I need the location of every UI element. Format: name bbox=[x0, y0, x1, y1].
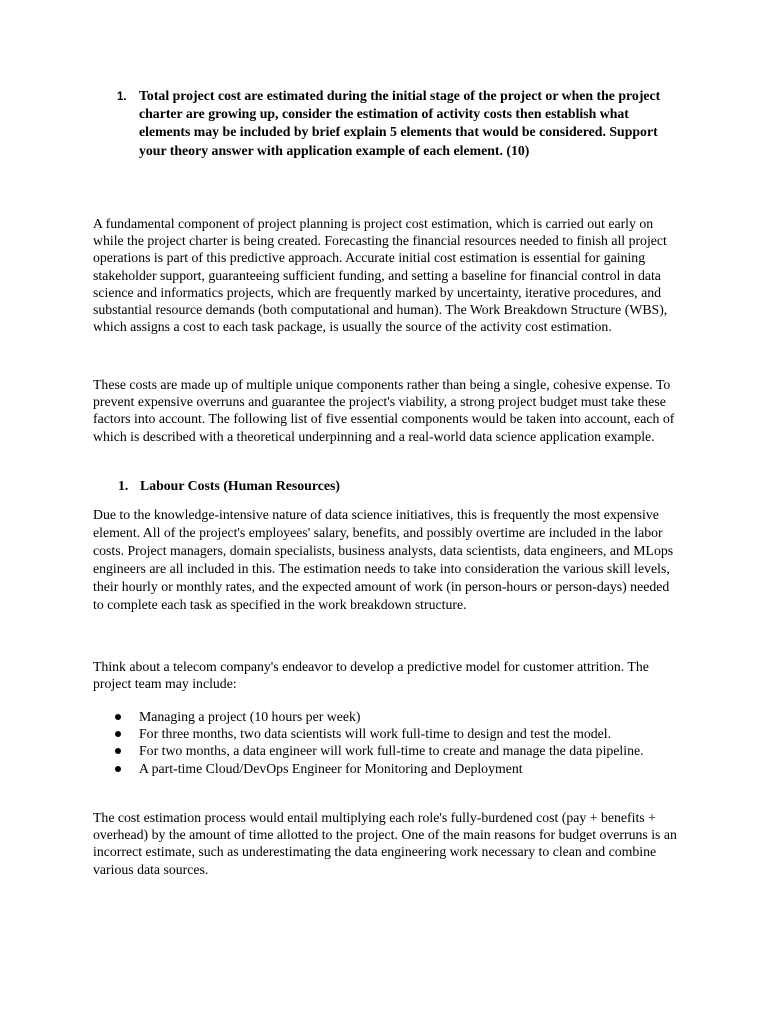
list-item bbox=[93, 760, 679, 777]
list-item-text: Managing a project (10 hours per week) bbox=[139, 709, 361, 724]
list-item bbox=[93, 708, 679, 725]
intro-paragraph: A fundamental component of project planning is project cost estimation, which is carried out early on while the project charter is being created. Forecasting the financial resources needed to finish all project operations is part of this predictive approach. Accurate initial cost estimation is essential for gaining stakeholder support, guaranteeing sufficient funding, and setting a baseline for financial control in data science and informatics projects, which are frequently marked by uncertainty, iterative procedures, and substantial resource demands (both computational and human). The Work Breakdown Structure (WBS), which assigns a cost to each task package, is usually the source of the activity cost estimation. bbox=[93, 216, 668, 335]
question-number: 1. bbox=[117, 91, 127, 103]
list-item-text: A part-time Cloud/DevOps Engineer for Monitoring and Deployment bbox=[139, 760, 523, 776]
bullet-icon bbox=[115, 748, 121, 754]
section-title: Labour Costs (Human Resources) bbox=[140, 478, 340, 493]
labour-costs-paragraph: Due to the knowledge-intensive nature of data science initiatives, this is frequently the most expensive element. All of the project's employees' salary, benefits, and possibly overtime are included in the labor costs. Project managers, domain specialists, business analysts, data scientists, data engineers, and MLops engineers are all included in this. The estimation needs to take into consideration the various skill levels, their hourly or monthly rates, and the expected amount of work (in person-hours or person-days) needed to complete each task as specified in the work breakdown structure. bbox=[93, 507, 674, 612]
bullet-icon bbox=[115, 714, 121, 720]
bullet-icon bbox=[115, 731, 121, 737]
conclusion-paragraph: The cost estimation process would entail multiplying each role's fully-burdened cost (pay + benefits + overhead) by the amount of time allotted to the project. One of the main reasons for budget overruns is an incorrect estimate, such as underestimating the data engineering work necessary to clean and combine various data sources. bbox=[93, 810, 677, 877]
list-item-text: For two months, a data engineer will work full-time to create and manage the data pipeline. bbox=[139, 743, 644, 759]
list-item bbox=[93, 742, 679, 759]
section-number: 1. bbox=[118, 478, 129, 493]
list-item bbox=[93, 725, 679, 742]
question-text: Total project cost are estimated during the initial stage of the project or when the project charter are growing up, consider the estimation of activity costs then establish what elements may be included by brief explain 5 elements that would be considered. Support your theory answer with application example of each element. (10) bbox=[139, 88, 661, 158]
components-paragraph: These costs are made up of multiple unique components rather than being a single, cohesive expense. To prevent expensive overruns and guarantee the project's viability, a strong project budget must take these factors into account. The following list of five essential components would be taken into account, each of which is described with a theoretical underpinning and a real-world data science application example. bbox=[93, 377, 675, 444]
example-intro-paragraph: Think about a telecom company's endeavor to develop a predictive model for customer attrition. The project team may include: bbox=[93, 659, 649, 692]
question-block bbox=[117, 87, 677, 160]
list-item-text: For three months, two data scientists will work full-time to design and test the model. bbox=[139, 726, 612, 742]
team-bullet-list bbox=[93, 708, 679, 777]
bullet-icon bbox=[115, 766, 121, 772]
section-heading bbox=[118, 477, 340, 495]
